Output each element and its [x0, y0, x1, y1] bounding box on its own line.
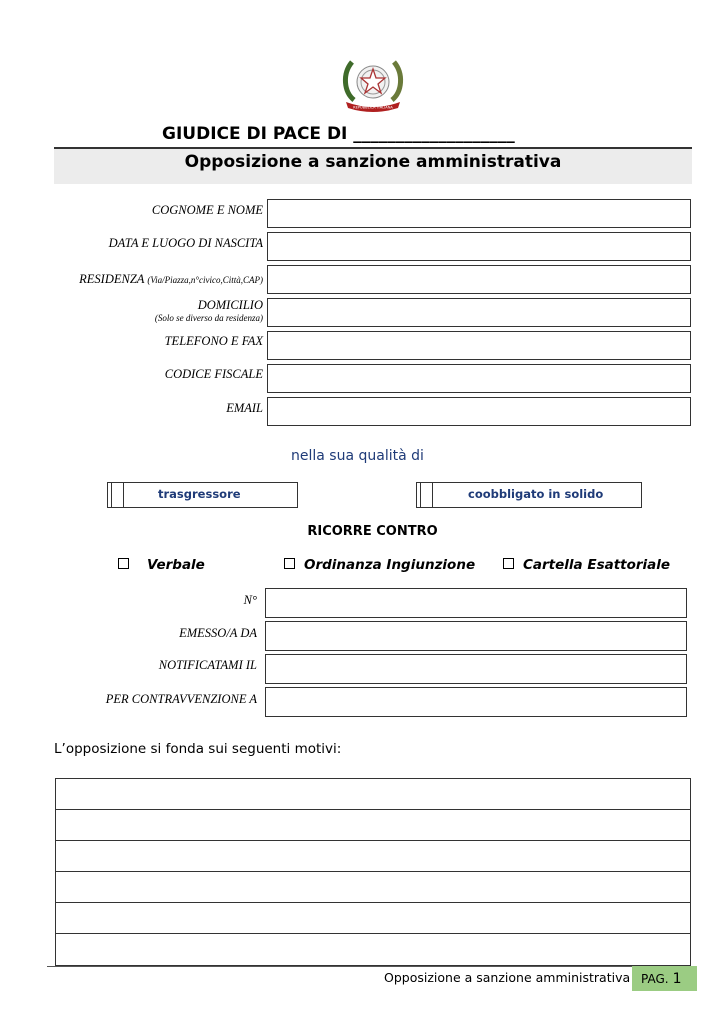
motivi-row-line — [56, 840, 690, 841]
label-emesso-da: EMESSO/A DA — [179, 626, 257, 640]
residenza-note: (Via/Piazza,n°civico,Città,CAP) — [147, 275, 263, 285]
role-trasgressore[interactable] — [107, 482, 298, 508]
ricorre-contro-heading: RICORRE CONTRO — [307, 524, 438, 539]
option-ordinanza-ingiunzione[interactable] — [284, 557, 475, 573]
label-numero: N° — [243, 593, 257, 607]
data-luogo-nascita-field[interactable] — [267, 232, 691, 261]
checkbox-inner-line — [111, 483, 112, 507]
cartella-checkbox[interactable] — [503, 558, 514, 569]
emblem-text: REPUBBLICA ITALIANA — [353, 105, 393, 110]
codice-fiscale-field[interactable] — [267, 364, 691, 393]
domicilio-field[interactable] — [267, 298, 691, 327]
verbale-checkbox[interactable] — [118, 558, 129, 569]
domicilio-note: (Solo se diverso da residenza) — [154, 313, 263, 323]
page-badge — [632, 966, 697, 991]
cartella-label: Cartella Esattoriale — [523, 557, 671, 573]
court-title: GIUDICE DI PACE DI ___________________ — [162, 124, 515, 144]
motivi-table[interactable] — [55, 778, 691, 966]
motivi-row-line — [56, 809, 690, 810]
email-field[interactable] — [267, 397, 691, 426]
cognome-nome-field[interactable] — [267, 199, 691, 228]
notificatami-il-field[interactable] — [265, 654, 687, 684]
role-trasgressore-label: trasgressore — [158, 487, 241, 501]
footer-divider — [47, 966, 697, 967]
label-domicilio: DOMICILIO (Solo se diverso da residenza) — [154, 298, 263, 323]
quality-heading: nella sua qualità di — [291, 448, 424, 464]
motivi-row-line — [56, 871, 690, 872]
motivi-row-line — [56, 902, 690, 903]
footer-title: Opposizione a sanzione amministrativa — [384, 970, 631, 985]
form-subject: Opposizione a sanzione amministrativa — [184, 152, 562, 172]
residenza-field[interactable] — [267, 265, 691, 294]
label-codice-fiscale: CODICE FISCALE — [164, 367, 263, 381]
label-telefono-fax: TELEFONO E FAX — [164, 334, 263, 348]
repubblica-italiana-emblem — [340, 52, 406, 114]
label-residenza: RESIDENZA (Via/Piazza,n°civico,Città,CAP) — [79, 272, 263, 286]
option-cartella-esattoriale[interactable] — [503, 557, 670, 573]
label-contravvenzione: PER CONTRAVVENZIONE A — [105, 692, 257, 706]
role-coobbligato[interactable] — [416, 482, 642, 508]
ordinanza-label: Ordinanza Ingiunzione — [304, 557, 476, 573]
option-verbale[interactable] — [118, 557, 205, 573]
label-cognome-nome: COGNOME E NOME — [151, 203, 263, 217]
checkbox-inner-line — [420, 483, 421, 507]
telefono-fax-field[interactable] — [267, 331, 691, 360]
emesso-da-field[interactable] — [265, 621, 687, 651]
numero-field[interactable] — [265, 588, 687, 618]
label-notificatami-il: NOTIFICATAMI IL — [158, 658, 257, 672]
motivi-row-line — [56, 933, 690, 934]
contravvenzione-field[interactable] — [265, 687, 687, 717]
label-data-luogo-nascita: DATA E LUOGO DI NASCITA — [108, 236, 263, 250]
page-number: 1 — [672, 971, 682, 987]
ordinanza-checkbox[interactable] — [284, 558, 295, 569]
role-coobbligato-label: coobbligato in solido — [468, 487, 604, 501]
motivi-heading: L’opposizione si fonda sui seguenti motivi: — [54, 741, 342, 757]
verbale-label: Verbale — [147, 557, 205, 573]
page-label: PAG. — [641, 972, 669, 986]
label-email: EMAIL — [226, 401, 263, 415]
